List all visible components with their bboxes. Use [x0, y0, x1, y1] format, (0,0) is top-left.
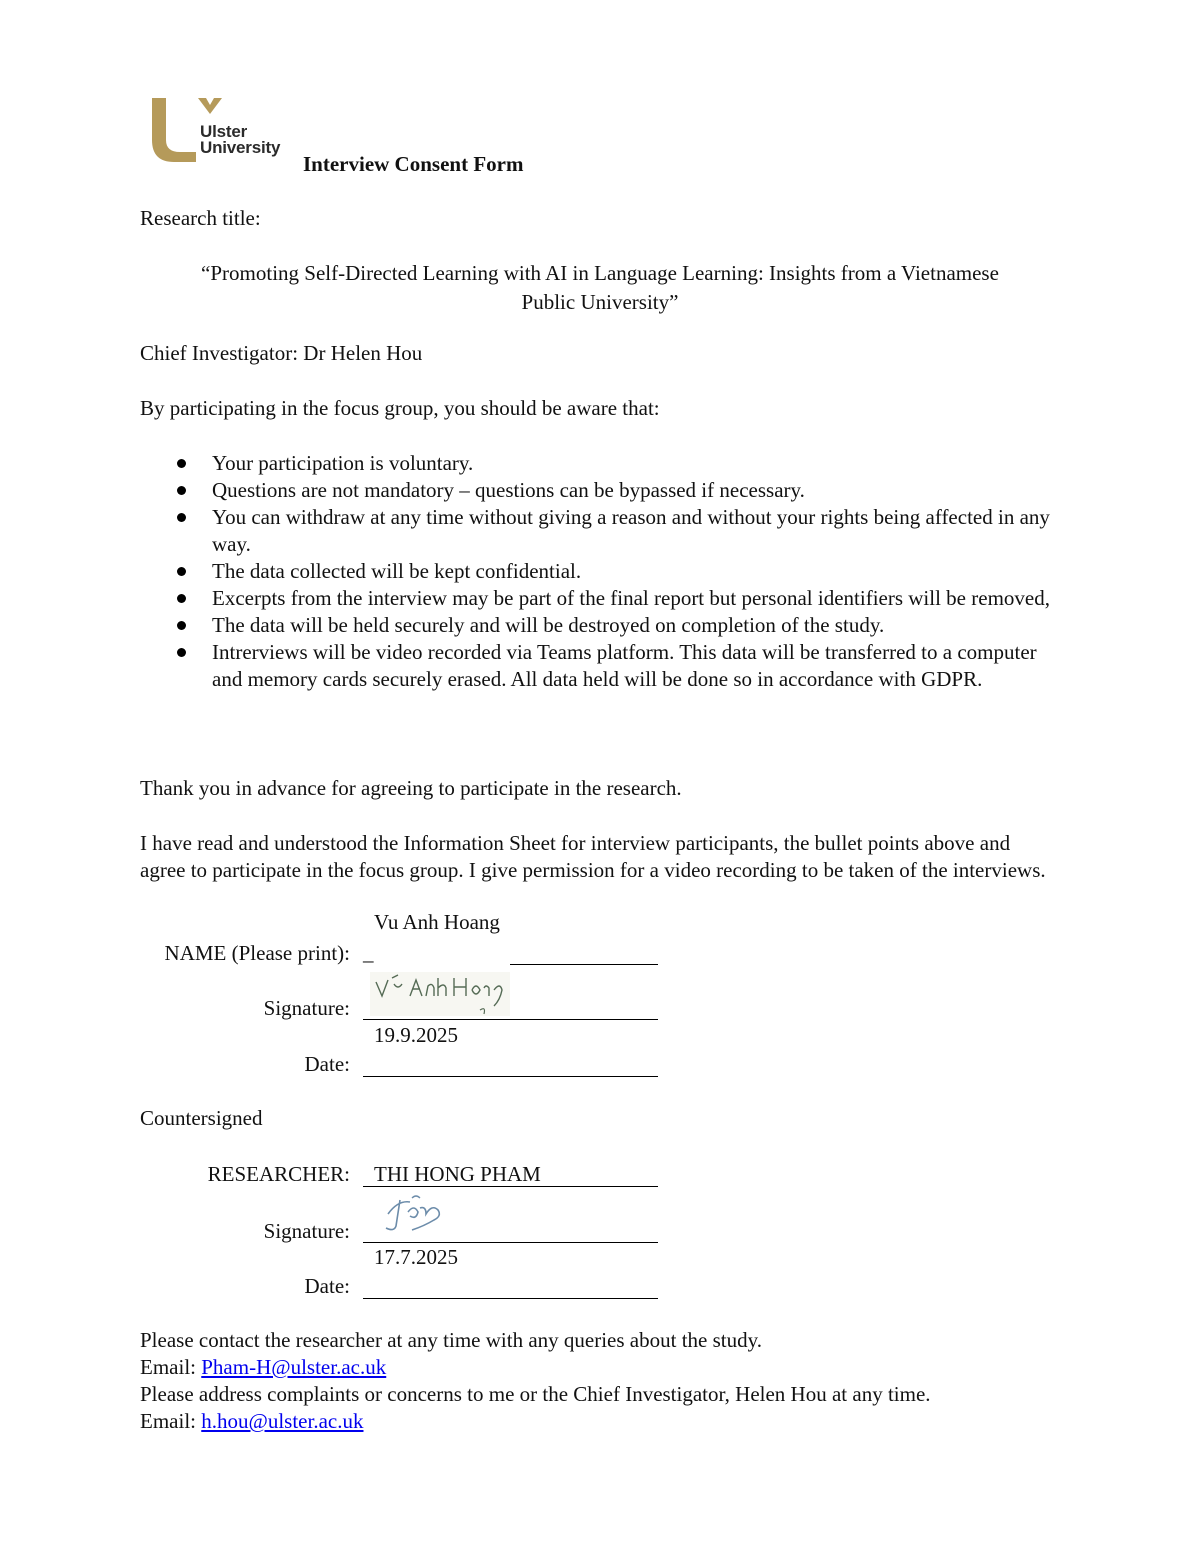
logo-text-line2: University — [200, 138, 281, 157]
researcher-date-line — [363, 1298, 658, 1299]
participant-signature-line — [363, 1019, 658, 1020]
email-label: Email: — [140, 1409, 202, 1433]
countersigned-heading: Countersigned — [140, 1106, 263, 1130]
research-title-line1: “Promoting Self-Directed Learning with AI in Language Learning: Insights from a Vietnamese — [201, 261, 999, 285]
list-item: Questions are not mandatory – questions can be bypassed if necessary. — [140, 477, 1070, 504]
researcher-name-line — [363, 1186, 658, 1187]
participant-signature-image — [370, 970, 512, 1018]
list-item: Excerpts from the interview may be part of the final report but personal identifiers will be removed, — [140, 585, 1070, 612]
researcher-date-label: Date: — [304, 1274, 350, 1298]
participant-signature-label: Signature: — [263, 996, 350, 1020]
list-item: You can withdraw at any time without giving a reason and without your rights being affected in any way. — [140, 504, 1070, 558]
participant-name-line — [510, 964, 658, 965]
participant-date-line — [363, 1076, 658, 1077]
researcher-signature-image — [378, 1192, 468, 1242]
list-item: The data collected will be kept confidential. — [140, 558, 1070, 585]
researcher-name: THI HONG PHAM — [374, 1162, 541, 1186]
researcher-signature-line — [363, 1242, 658, 1243]
ulster-university-logo — [148, 96, 298, 166]
contact-line2: Please address complaints or concerns to me or the Chief Investigator, Helen Hou at any time. — [140, 1382, 931, 1406]
research-title — [140, 259, 1060, 317]
logo-text-line1: Ulster — [200, 122, 247, 141]
participant-name-value: Vu Anh Hoang — [374, 910, 500, 934]
list-item: Intrerviews will be video recorded via Teams platform. This data will be transferred to a computer and memory cards securely erased. All data held will be done so in accordance with GDPR. — [140, 639, 1070, 693]
researcher-signature-icon — [378, 1192, 468, 1242]
awareness-list — [140, 450, 1070, 693]
research-title-line2: Public University” — [521, 290, 679, 314]
contact-email1 — [140, 1355, 386, 1380]
participant-signature-icon — [370, 970, 512, 1018]
contact-email2 — [140, 1409, 363, 1434]
agreement-text: I have read and understood the Information Sheet for interview participants, the bullet points above and agree to participate in the focus group. I give permission for a video recording to be taken of the interviews. — [140, 831, 1046, 882]
thanks-text: Thank you in advance for agreeing to participate in the research. — [140, 776, 682, 800]
researcher-label: RESEARCHER: — [207, 1162, 350, 1186]
researcher-email-link[interactable]: Pham-H@ulster.ac.uk — [201, 1355, 387, 1379]
email-label: Email: — [140, 1355, 202, 1379]
researcher-signature-label: Signature: — [263, 1219, 350, 1243]
participant-date-label: Date: — [304, 1052, 350, 1076]
contact-line1: Please contact the researcher at any time with any queries about the study. — [140, 1328, 762, 1352]
list-item: The data will be held securely and will be destroyed on completion of the study. — [140, 612, 1070, 639]
research-title-label: Research title: — [140, 206, 261, 230]
chief-investigator-email-link[interactable]: h.hou@ulster.ac.uk — [201, 1409, 364, 1433]
participant-date-value: 19.9.2025 — [374, 1023, 458, 1047]
participant-name-mark: _ — [363, 941, 374, 965]
chief-investigator: Chief Investigator: Dr Helen Hou — [140, 341, 423, 365]
participant-name-label: NAME (Please print): — [164, 941, 350, 965]
page-title: Interview Consent Form — [303, 152, 524, 176]
list-item: Your participation is voluntary. — [140, 450, 1070, 477]
intro-text: By participating in the focus group, you should be aware that: — [140, 396, 660, 420]
researcher-date-value: 17.7.2025 — [374, 1245, 458, 1269]
